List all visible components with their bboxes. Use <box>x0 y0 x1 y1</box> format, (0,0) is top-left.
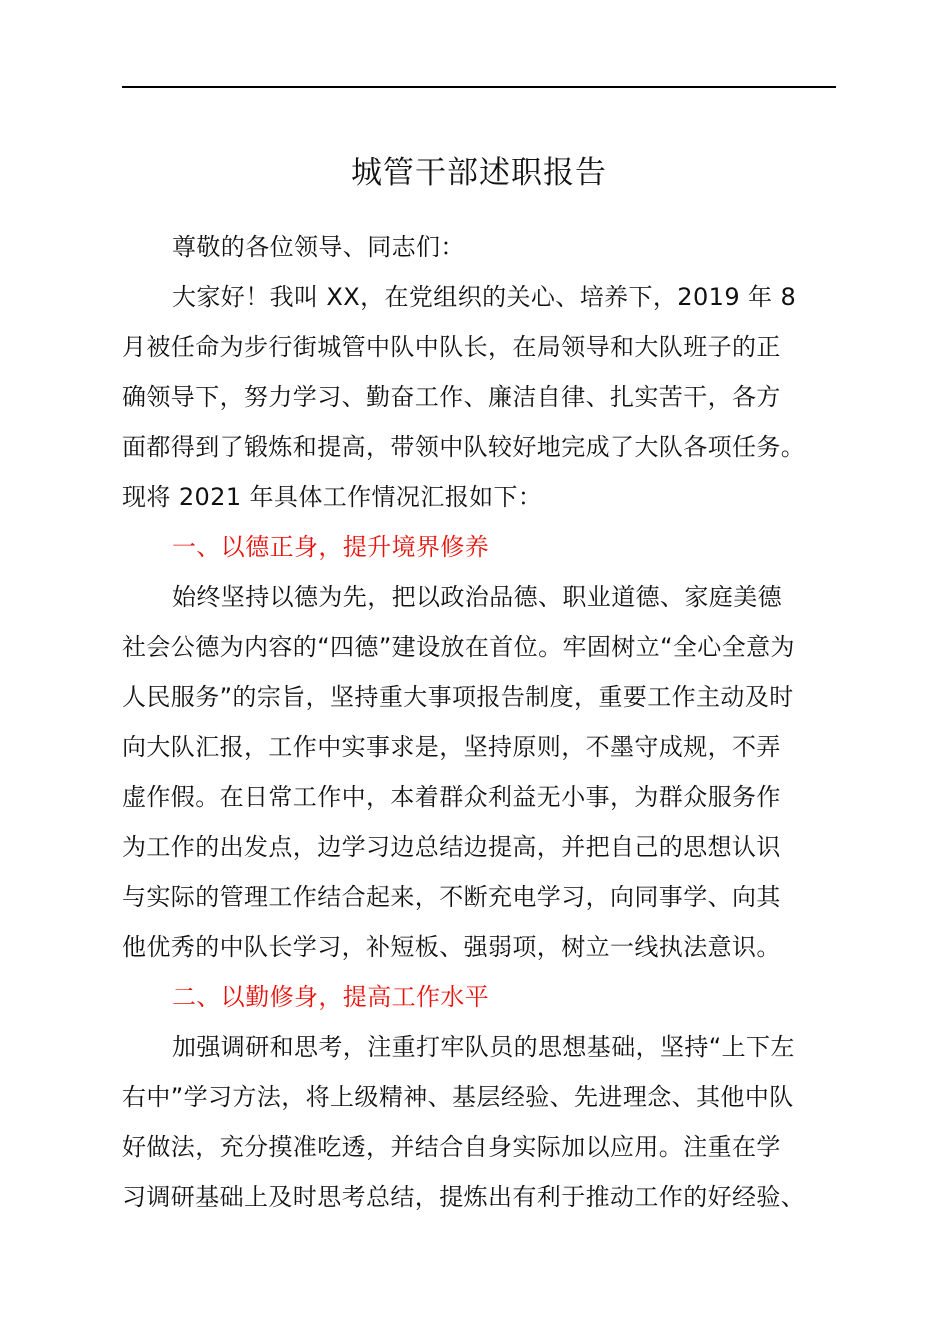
text-line: 加强调研和思考，注重打牢队员的思想基础，坚持“上下左 <box>172 1033 795 1061</box>
intro-paragraph <box>122 272 836 522</box>
text-line: 大家好！我叫 XX，在党组织的关心、培养下，2019 年 8 <box>172 283 797 311</box>
section-heading-2 <box>122 972 836 1022</box>
section-2-paragraph <box>122 1022 836 1222</box>
heading-line: 二、以勤修身，提高工作水平 <box>172 983 490 1011</box>
text-line: 为工作的出发点，边学习边总结边提高，并把自己的思想认识 <box>122 833 781 861</box>
text-line: 好做法，充分摸准吃透，并结合自身实际加以应用。注重在学 <box>122 1133 781 1161</box>
text-line: 尊敬的各位领导、同志们： <box>172 233 465 261</box>
text-line: 确领导下，努力学习、勤奋工作、廉洁自律、扎实苦干，各方 <box>122 383 781 411</box>
heading-line: 一、以德正身，提升境界修养 <box>172 533 490 561</box>
text-line: 始终坚持以德为先，把以政治品德、职业道德、家庭美德 <box>172 583 782 611</box>
text-line: 社会公德为内容的“四德”建设放在首位。牢固树立“全心全意为 <box>122 633 795 661</box>
text-line: 他优秀的中队长学习，补短板、强弱项，树立一线执法意识。 <box>122 933 781 961</box>
section-heading-1 <box>122 522 836 572</box>
text-line: 向大队汇报，工作中实事求是，坚持原则，不墨守成规，不弄 <box>122 733 781 761</box>
text-line: 习调研基础上及时思考总结，提炼出有利于推动工作的好经验、 <box>122 1183 806 1211</box>
text-line: 与实际的管理工作结合起来，不断充电学习，向同事学、向其 <box>122 883 781 911</box>
salutation-paragraph <box>122 222 836 272</box>
text-line: 虚作假。在日常工作中，本着群众利益无小事，为群众服务作 <box>122 783 781 811</box>
text-line: 右中”学习方法，将上级精神、基层经验、先进理念、其他中队 <box>122 1083 794 1111</box>
text-line: 月被任命为步行街城管中队中队长，在局领导和大队班子的正 <box>122 333 781 361</box>
document-body <box>122 222 836 1222</box>
header-rule <box>122 86 836 88</box>
text-line: 面都得到了锻炼和提高，带领中队较好地完成了大队各项任务。 <box>122 433 806 461</box>
text-line: 人民服务”的宗旨，坚持重大事项报告制度，重要工作主动及时 <box>122 683 794 711</box>
section-1-paragraph <box>122 572 836 972</box>
text-line: 现将 2021 年具体工作情况汇报如下： <box>122 483 543 511</box>
document-title: 城管干部述职报告 <box>351 155 607 191</box>
